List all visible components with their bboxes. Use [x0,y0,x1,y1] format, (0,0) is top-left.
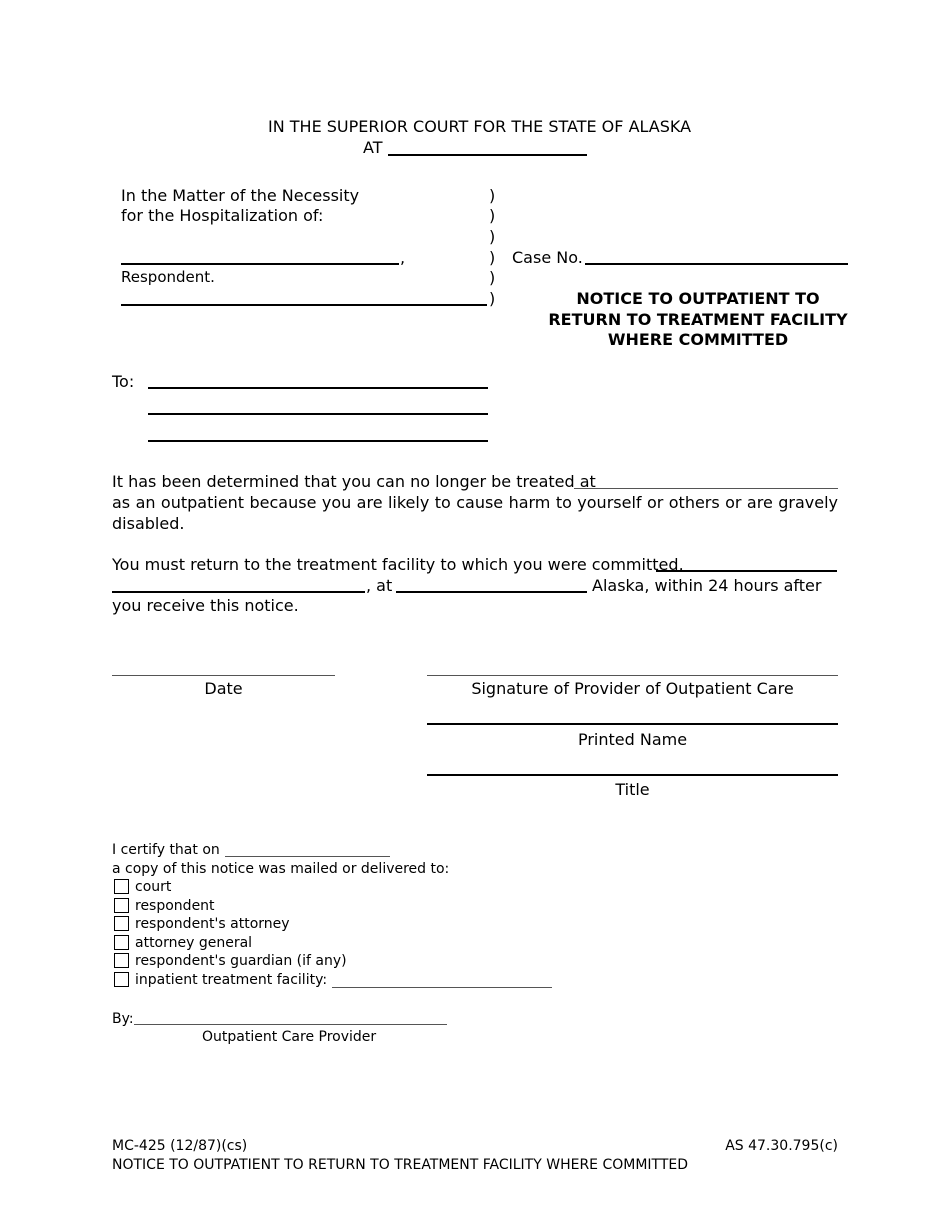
caption-bottom-line [121,304,487,306]
comma: , [400,248,406,267]
printed-name-label: Printed Name [577,730,688,749]
treatment-facility-field-cont[interactable] [112,591,365,593]
by-label: By: [112,1011,134,1027]
date-field[interactable] [112,675,335,676]
signature-field[interactable] [427,675,838,676]
case-no-label: Case No. [512,248,583,267]
paragraph-1-line-3: disabled. [112,514,185,533]
by-caption: Outpatient Care Provider [202,1029,377,1045]
to-field-1[interactable] [148,387,488,389]
document-title-line-2: RETURN TO TREATMENT FACILITY [548,310,848,329]
guardian-checkbox[interactable] [114,953,129,968]
court-heading: IN THE SUPERIOR COURT FOR THE STATE OF ALASKA [268,117,692,136]
signature-label: Signature of Provider of Outpatient Care [471,679,794,698]
paragraph-1-line-2: as an outpatient because you are likely to cause harm to yourself or others or are gravely [112,493,838,512]
respondents-attorney-checkbox[interactable] [114,916,129,931]
title-label: Title [615,780,650,799]
respondent-name-field[interactable] [121,263,399,265]
form-number: MC-425 (12/87)(cs) [112,1138,248,1154]
certify-date-field[interactable] [225,856,390,857]
paragraph-2-start: You must return to the treatment facility to which you were committed, [112,555,684,574]
paren-4: ) [489,248,496,267]
paragraph-2-line-3: you receive this notice. [112,596,299,615]
alaska-within-text: Alaska, within 24 hours after [592,576,822,595]
to-label: To: [112,372,135,391]
location-field[interactable] [388,154,587,156]
date-label: Date [204,679,243,698]
treatment-facility-field[interactable] [656,570,837,572]
inpatient-facility-option-label: inpatient treatment facility: [135,972,328,988]
matter-line-1: In the Matter of the Necessity [121,186,360,205]
outpatient-facility-field[interactable] [574,488,838,489]
matter-line-2: for the Hospitalization of: [121,206,324,225]
paragraph-1-start: It has been determined that you can no longer be treated at [112,472,596,491]
document-title-line-1: NOTICE TO OUTPATIENT TO [576,289,820,308]
respondent-label: Respondent. [121,268,215,286]
document-title-line-3: WHERE COMMITTED [607,330,789,349]
paren-3: ) [489,227,496,246]
court-checkbox[interactable] [114,879,129,894]
paren-6: ) [489,289,496,308]
court-option-label: court [135,879,172,895]
guardian-option-label: respondent's guardian (if any) [135,953,347,969]
attorney-general-option-label: attorney general [135,935,253,951]
paren-2: ) [489,206,496,225]
to-field-3[interactable] [148,440,488,442]
inpatient-facility-checkbox[interactable] [114,972,129,987]
by-signature-field[interactable] [134,1024,447,1025]
form-title: NOTICE TO OUTPATIENT TO RETURN TO TREATMENT FACILITY WHERE COMMITTED [112,1157,689,1173]
to-field-2[interactable] [148,413,488,415]
case-no-field[interactable] [585,263,848,265]
at-word: , at [366,576,393,595]
paren-1: ) [489,186,496,205]
title-field[interactable] [427,774,838,776]
paren-5: ) [489,268,496,287]
at-label: AT [363,138,383,157]
certify-line-1: I certify that on [112,842,220,858]
statute-reference: AS 47.30.795(c) [725,1138,838,1154]
city-field[interactable] [396,591,587,593]
certify-line-2: a copy of this notice was mailed or delivered to: [112,861,450,877]
inpatient-facility-field[interactable] [332,987,552,988]
printed-name-field[interactable] [427,723,838,725]
respondent-option-label: respondent [135,898,215,914]
respondent-checkbox[interactable] [114,898,129,913]
attorney-general-checkbox[interactable] [114,935,129,950]
respondents-attorney-option-label: respondent's attorney [135,916,290,932]
